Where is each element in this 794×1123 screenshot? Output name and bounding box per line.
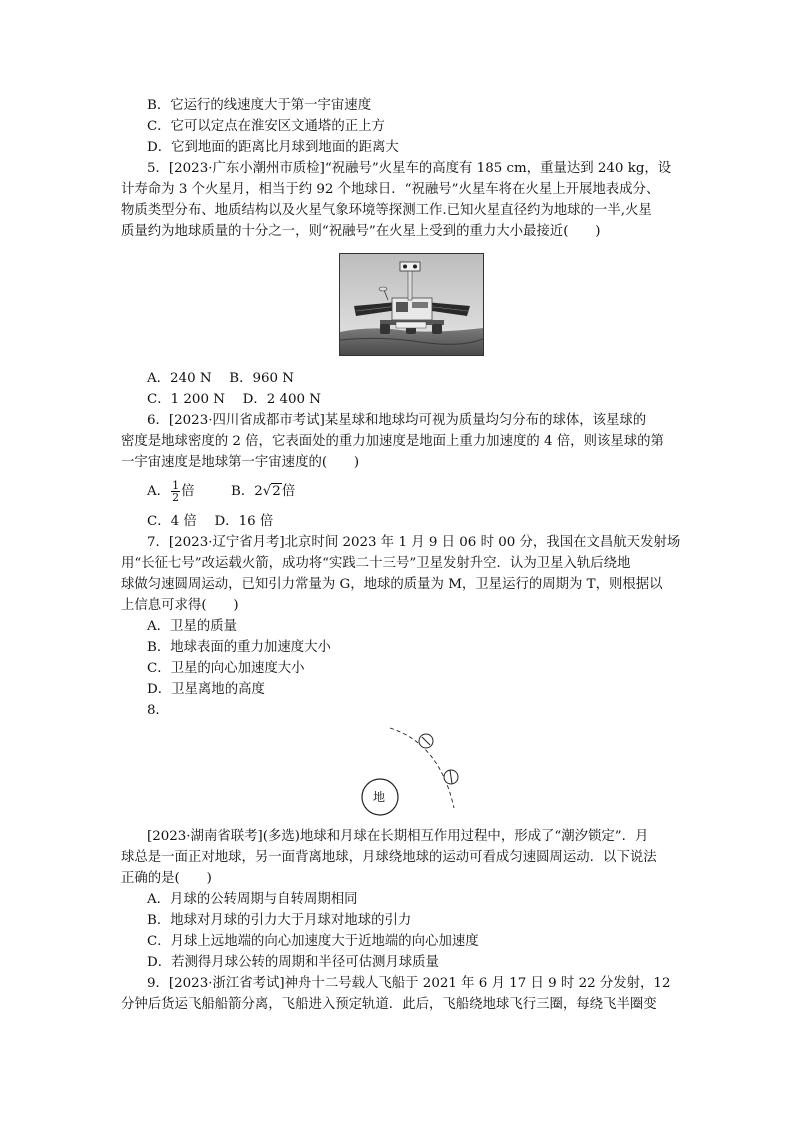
q9-stem-line-2: 分钟后货运飞船船箭分离，飞船进入预定轨道．此后，飞船绕地球飞行三圈，每绕飞半圈变 [121, 997, 657, 1012]
q7-option-d: D．卫星离地的高度 [147, 682, 265, 697]
q5-stem-line-2: 计寿命为 3 个火星月，相当于约 92 个地球日．“祝融号”火星车将在火星上开展地表成分、 [121, 182, 660, 197]
earth-moon-diagram [350, 722, 470, 822]
q9-stem-line-1: 9．[2023·浙江省考试]神舟十二号载人飞船于 2021 年 6 月 17 日 9 时 22 分发射，12 [147, 976, 671, 991]
q6-option-a-suffix: 倍 [181, 484, 195, 499]
q8-option-a: A．月球的公转周期与自转周期相同 [147, 892, 358, 907]
q8-number: 8． [147, 703, 169, 718]
q8-stem-line-1: [2023·湖南省联考](多选)地球和月球在长期相互作用过程中，形成了“潮汐锁定”．月 [147, 829, 649, 844]
q6-option-b-sqrt: √2 [262, 484, 281, 499]
q8-stem-line-2: 球总是一面正对地球，另一面背离地球，月球绕地球的运动可看成匀速圆周运动．以下说法 [121, 850, 657, 865]
q5-stem-line-1: 5．[2023·广东小潮州市质检]“祝融号”火星车的高度有 185 cm，重量达到 240 kg，设 [147, 161, 672, 176]
q6-option-b-suffix: 倍 [281, 484, 296, 499]
fraction-numerator: 1 [172, 479, 180, 492]
q6-option-b-prefix: B．2 [230, 484, 263, 499]
q7-option-c: C．卫星的向心加速度大小 [147, 661, 305, 676]
q8-option-d: D．若测得月球公转的周期和半径可估测月球质量 [147, 955, 439, 970]
q6-stem-line-3: 一宇宙速度是地球第一宇宙速度的( ) [121, 455, 360, 470]
q5-options-ab: A．240 N B．960 N [147, 371, 295, 386]
q5-stem-line-4: 质量约为地球质量的十分之一，则“祝融号”在火星上受到的重力大小最接近( ) [121, 224, 601, 239]
q7-stem-line-3: 球做匀速圆周运动，已知引力常量为 G，地球的质量为 M，卫星运行的周期为 T，则根据以 [121, 577, 663, 592]
q8-option-b: B．地球对月球的引力大于月球对地球的引力 [147, 913, 412, 928]
q7-stem-line-1: 7．[2023·辽宁省月考]北京时间 2023 年 1 月 9 日 06 时 00 分，我国在文昌航天发射场 [147, 535, 681, 550]
fraction-denominator: 2 [172, 491, 180, 504]
q4-option-c: C．它可以定点在淮安区文通塔的正上方 [147, 119, 385, 134]
moon-position-1 [419, 734, 433, 748]
q7-stem-line-2: 用“长征七号”改运载火箭，成功将“实践二十三号”卫星发射升空．认为卫星入轨后绕地 [121, 556, 631, 571]
q7-option-b: B．地球表面的重力加速度大小 [147, 640, 331, 655]
q5-options-cd: C．1 200 N D．2 400 N [147, 392, 322, 407]
q7-stem-line-4: 上信息可求得( ) [121, 598, 239, 613]
sqrt-radicand: 2 [272, 484, 281, 499]
q6-options-cd: C．4 倍 D．16 倍 [147, 514, 274, 529]
q6-option-a-fraction [171, 480, 180, 503]
q5-stem-line-3: 物质类型分布、地质结构以及火星气象环境等探测工作.已知火星直径约为地球的一半,火星 [121, 203, 652, 218]
rover-illustration [340, 254, 483, 355]
q4-option-d: D．它到地面的距离比月球到地面的距离大 [147, 140, 399, 155]
earth-label: 地 [373, 790, 386, 804]
mars-rover-photo [339, 253, 484, 356]
q6-stem-line-1: 6．[2023·四川省成都市考试]某星球和地球均可视为质量均匀分布的球体，该星球的 [147, 413, 647, 428]
q6-options-ab [147, 478, 295, 506]
q4-option-b: B．它运行的线速度大于第一宇宙速度 [147, 98, 372, 113]
q8-stem-line-3: 正确的是( ) [121, 871, 212, 886]
q6-stem-line-2: 密度是地球密度的 2 倍，它表面处的重力加速度是地面上重力加速度的 4 倍，则该星球的第 [121, 434, 664, 449]
q8-option-c: C．月球上远地端的向心加速度大于近地端的向心加速度 [147, 934, 479, 949]
moon-position-2 [444, 770, 458, 784]
q7-option-a: A．卫星的质量 [147, 619, 238, 634]
q6-option-a-prefix: A． [147, 484, 171, 499]
